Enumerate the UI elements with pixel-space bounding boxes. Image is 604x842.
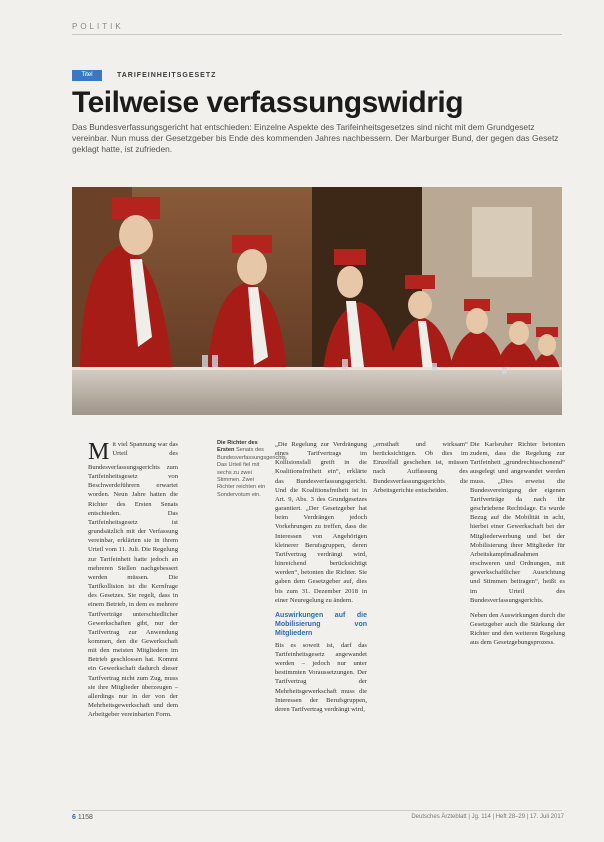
footer-source: Deutsches Ärzteblatt | Jg. 114 | Heft 28–29 | 17. Juli 2017 <box>411 814 564 820</box>
column-2-text-2: Bis es soweit ist, darf das Tarifeinheitsgesetz angewandet werden – jedoch nur unter bestimmten Voraussetzungen. Der Tarifvertrag der Mehrheitsgewerkschaft muss die Interessen der Berufsgruppen, deren Tarifvertrag verdrängt wird, <box>275 641 367 713</box>
headline: Teilweise verfassungswidrig <box>72 86 464 119</box>
footer-rule <box>72 810 562 811</box>
subheading: Auswirkungen auf die Mobilisierung von Mitgliedern <box>275 611 367 637</box>
lead-paragraph: Das Bundesverfassungsgericht hat entschieden: Einzelne Aspekte des Tarifeinheitsgesetzes sind nicht mit dem Grundgesetz vereinbar. Nun muss der Gesetzgeber bis Ende des kommenden Jahres nachbessern. Der Marburger Bund, der gegen das Gesetz geklagt hatte, ist zufrieden. <box>72 122 559 155</box>
drop-cap: M <box>88 439 110 465</box>
body-column-3 <box>373 440 468 501</box>
caption-text: Senats des Bundesverfassungsgerichts. Das Urteil fiel mit sechs zu zwei Stimmen. Zwei Richter reichten ein Sondervotum ein. <box>217 447 288 498</box>
body-column-1 <box>88 440 178 719</box>
body-column-4 <box>470 440 565 653</box>
category-tag: Titel <box>72 70 102 81</box>
header-rule <box>72 34 562 35</box>
photo-illustration <box>72 187 562 415</box>
column-1-text: it viel Spannung war das Urteil des Bundesverfassungsgerichts zum Tarifeinheitsgesetz von Beschwerdeführern erwartet worden. Neun Jahre hatten die Richter des Ersten Senats entschieden. Das Tarifeinheitsgesetz ist grundsätzlich mit der Verfassung vereinbar, erklärten sie in ihrem Urteil vom 11. Juli. Die Regelung zur Tarifeinheit hatte jedoch an mehreren Stellen nachgebessert werden müssen. Die Tarifkollision ist die Kernfrage des Gesetzes. Sie regelt, dass in einem Betrieb, in dem es mehrere Tarifverträge unterschiedlicher Gewerkschaften gibt, nur der Tarifvertrag zur Anwendung kommen, den die Gewerkschaft mit den meisten Mitgliedern im Betrieb geschlossen hat. Kommt ein Gewerkschaft dadurch dieser Tarifvertrag nicht zum Zug, muss sie ihre Mitglieder überzeugen – allerdings nur in der von der Mehrheitsgewerkschaft und dem Arbeitgeber vereinbarten Form. <box>88 441 178 719</box>
caption-bold: Die Richter des Ersten <box>217 440 258 454</box>
page-number-suffix: 1158 <box>77 814 93 821</box>
section-label: POLITIK <box>72 22 124 31</box>
column-4-text-2: Neben den Auswirkungen durch die Gesetzgeber auch die Stärkung der Richter und den weiteren Regelung aus dem Gesetzgebungsprozess. <box>470 611 565 647</box>
page-number-main: 6 <box>72 814 76 821</box>
photo-caption <box>217 440 288 499</box>
page-number <box>72 814 93 821</box>
photo-judges <box>72 187 562 415</box>
body-column-2 <box>275 440 367 720</box>
column-2-text: „Die Regelung zur Verdrängung eines Tarifvertrags im Kollisionsfall greift in die Koalitionsfreiheit ein“, erklärte das Bundesverfassungsgericht. Und die Koalitionsfreiheit ist in Art. 9, Abs. 3 des Grundgesetzes garantiert. „Der Gesetzgeber hat beim Verdrängen jedoch Vorkehrungen zu treffen, dass die Interessen von Angehörigen kleinerer Berufsgruppen, deren Tarifvertrag verdrängt wird, hinreichend berücksichtigt werden“, betonten die Richter. Sie gaben dem Gesetzgeber auf, dies bis zum 31. Dezember 2018 in einer Neuregelung zu ändern. <box>275 441 367 604</box>
column-3-text: „ernsthaft und wirksam“ berücksichtigen. Ob dies im Einzelfall geschehen ist, müssen nach Auffassung des Bundesverfassungsgerichts die Arbeitsgerichte entscheiden. <box>373 441 468 494</box>
column-4-text: Die Karlsruher Richter betonten zudem, dass die Regelung zur Tarifeinheit „grundrechtsschonend“ ausgelegt und angewandet werden muss. „Dies erweist die Bundesvereinigung der eigenen Tarifverträge da nach ihr geschriebene Rechtslage. Es wurde Bezug auf die Mobilität in acht, hierbei einer Gewerkschaft bei der Mitgliederwerbung und bei der Mobilisierung ihrer Mitglieder für Arbeitskampfmaßnahmen erschweren und Ordnungen, mit gewerkschaftlicher Ausrichtung und Stimmen beitragen“, heißt es im Urteil des Bundesverfassungsgerichts. <box>470 441 565 604</box>
kicker: TARIFEINHEITSGESETZ <box>117 72 217 79</box>
